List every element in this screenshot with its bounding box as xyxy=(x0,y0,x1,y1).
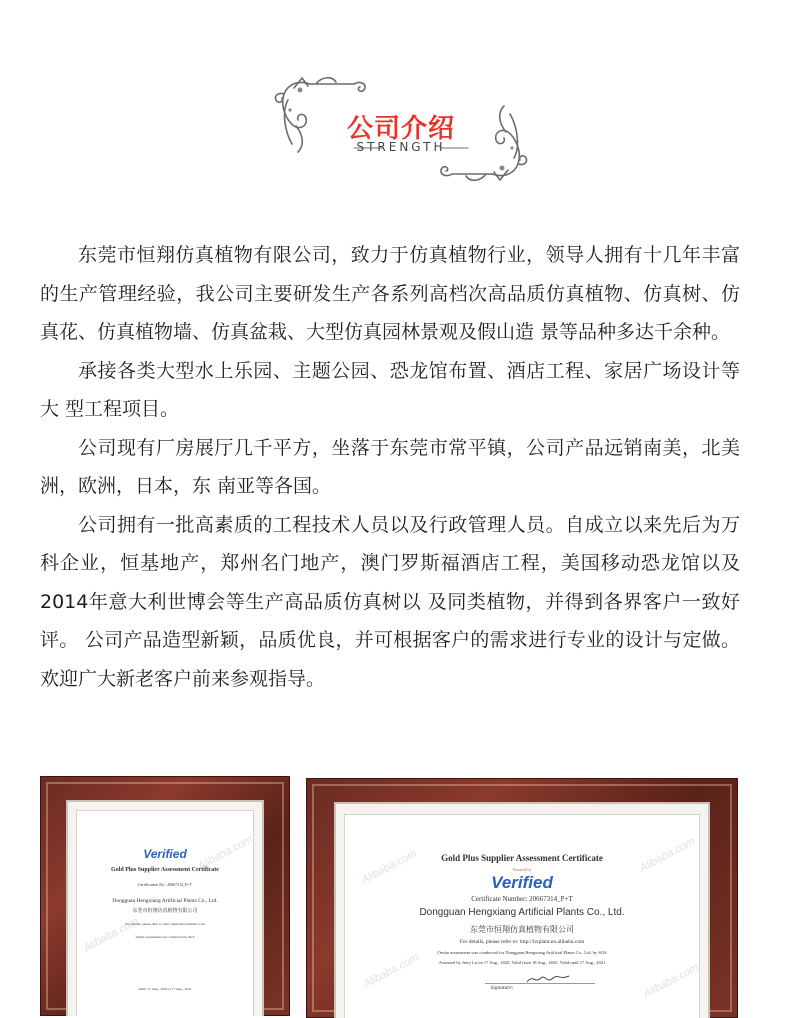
watermark: Alibaba.com xyxy=(81,915,141,955)
verified-logo: Verified xyxy=(143,847,187,861)
watermark: Alibaba.com xyxy=(641,961,701,1001)
company-name-cn: 东莞市恒翔仿真植物有限公司 xyxy=(470,925,574,934)
intro-paragraph: 承接各类大型水上乐园、主题公园、恐龙馆布置、酒店工程、家居广场设计等大 型工程项目。 xyxy=(40,359,740,420)
intro-paragraph: 公司拥有一批高素质的工程技术人员以及行政管理人员。自成立以来先后为万科企业，恒基地产，郑州名门地产，澳门罗斯福酒店工程，美国移动恐龙馆以及2014年意大利世博会等生产高品质仿真树以 及同类植物，并得到各界客户一致好评。 公司产品造型新颖，品质优良，并可根据客户的需求进行专业的设计与定做。欢迎广大新老客户前来参观指导。 xyxy=(40,513,740,690)
company-name-en: Dongguan Hengxiang Artificial Plants Co., Ltd. xyxy=(419,907,625,918)
assessment-note: Onsite assessment was conducted for Dongguan Hengxiang Artificial Plants Co., Ltd. by SGS xyxy=(437,950,607,955)
validity-dates: Assessed by Jerry Lu on 17 Aug., 2020, Valid from 18 Aug., 2020. Valid until 17 Aug., 2021 xyxy=(438,960,606,965)
certificate-title: Gold Plus Supplier Assessment Certificate xyxy=(441,853,603,863)
company-name-cn: 东莞市恒翔仿真植物有限公司 xyxy=(132,909,198,914)
certificate-title: Gold Plus Supplier Assessment Certificate xyxy=(111,867,219,873)
section-subtitle: STRENGTH xyxy=(356,140,446,154)
certificate-frame xyxy=(40,776,290,1016)
intro-paragraph: 公司现有厂房展厅几千平方，坐落于东莞市常平镇，公司产品远销南美，北美洲，欧洲，日本，东 南亚等各国。 xyxy=(40,436,740,497)
certificate-paper xyxy=(344,814,700,1018)
watermark: Alibaba.com xyxy=(359,847,419,887)
validity-dates: Valid: 17 Aug., 2019 to 17 Aug., 2021 xyxy=(138,987,192,991)
certificate-frame xyxy=(306,778,738,1018)
certificate-number: Certificate Number: 20667314_P+T xyxy=(471,895,573,903)
company-intro xyxy=(40,236,740,698)
certificate-details: For details, please refer to: http://hxplant.en.alibaba.com xyxy=(125,922,205,926)
certificate-number: Certification No.: 20667314_P+T xyxy=(137,882,193,887)
verified-logo: Verified xyxy=(491,873,553,892)
certificate-paper xyxy=(76,810,254,1016)
watermark: Alibaba.com xyxy=(195,833,255,873)
watermark: Alibaba.com xyxy=(637,835,697,875)
intro-paragraph: 东莞市恒翔仿真植物有限公司，致力于仿真植物行业，领导人拥有十几年丰富的生产管理经验，我公司主要研发生产各系列高档次高品质仿真植物、仿真树、仿真花、仿真植物墙、仿真盆栽、大型仿真园林景观及假山造 景等品种多达千余种。 xyxy=(40,244,740,343)
powered-by: Powered by xyxy=(512,867,532,872)
certificate-mat xyxy=(334,802,710,1018)
company-name-en: Dongguan Hengxiang Artificial Plants Co., Ltd. xyxy=(112,898,218,904)
certificate-mat xyxy=(66,800,264,1016)
signature-label: Signature: xyxy=(490,985,514,991)
section-title: 公司介绍 xyxy=(346,114,455,144)
assessment-note: Onsite assessment was conducted by SGS xyxy=(135,935,195,939)
certificate-details: For details, please refer to: http://hxplant.en.alibaba.com xyxy=(459,939,585,945)
watermark: Alibaba.com xyxy=(361,951,421,991)
section-header xyxy=(270,70,532,188)
